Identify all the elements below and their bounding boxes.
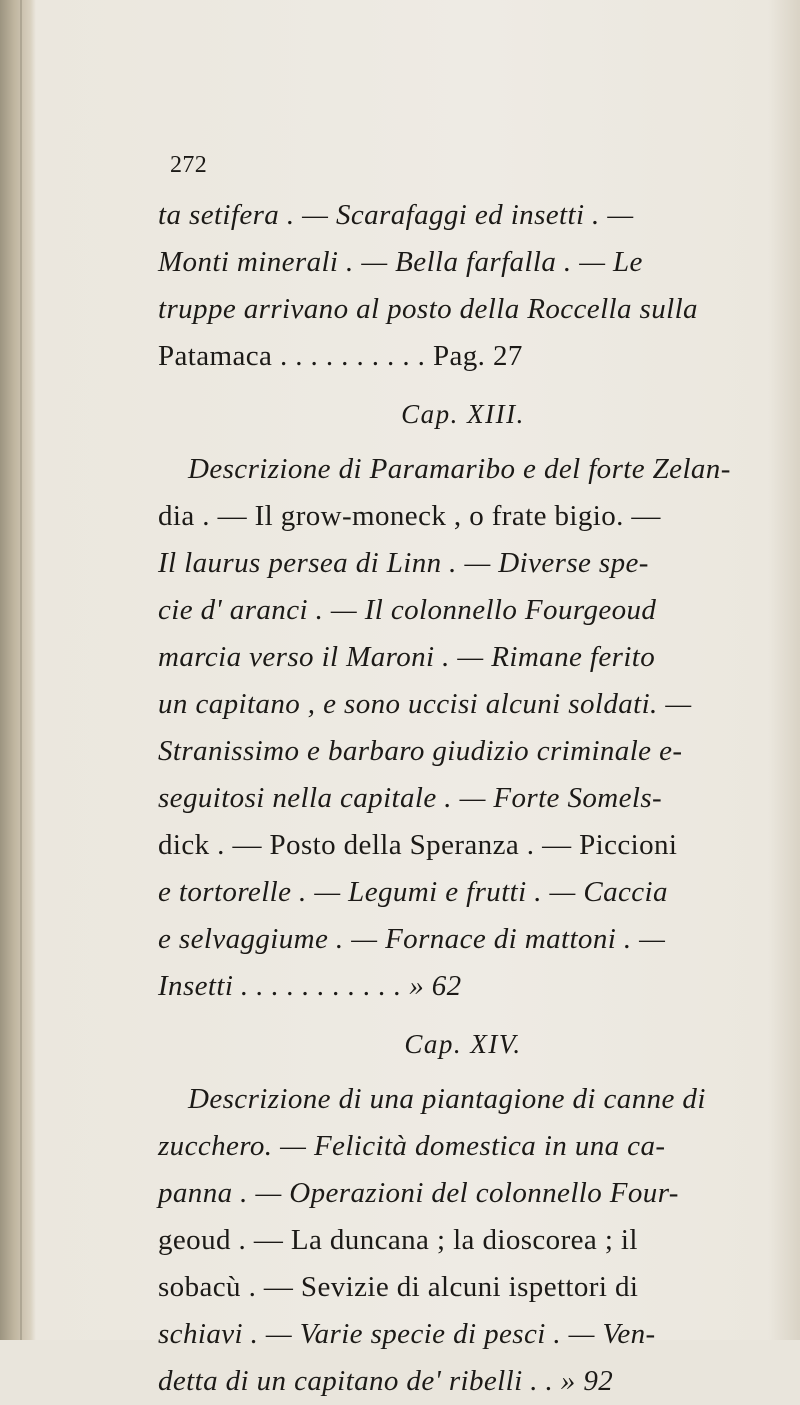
toc-line-text: Patamaca . . . . . . . . . . Pag. 27 [158,340,523,372]
toc-line: geoud . — La duncana ; la dioscorea ; il [158,1224,638,1256]
gutter-crease [20,0,22,1340]
toc-line-text: truppe arrivano al posto della Roccella sulla [158,293,698,325]
toc-line: cie d' aranci . — Il colonnello Fourgeoud [158,594,657,626]
toc-line: Insetti . . . . . . . . . . . » 62 [158,970,462,1002]
page-number: 272 [170,152,208,178]
chapter-heading: Cap. XIII. [401,399,525,429]
toc-line: Il laurus persea di Linn . — Diverse spe- [158,547,649,579]
toc-line: marcia verso il Maroni . — Rimane ferito [158,641,656,673]
toc-line: detta di un capitano de' ribelli . . » 92 [158,1365,614,1397]
toc-line: seguitosi nella capitale . — Forte Somels- [158,782,663,814]
toc-line: Descrizione di Paramaribo e del forte Zelan- [188,453,731,485]
binding-gutter [0,0,36,1340]
toc-line: un capitano , e sono uccisi alcuni soldati. — [158,688,692,720]
toc-line [158,333,768,380]
toc-line: schiavi . — Varie specie di pesci . — Ven- [158,1318,656,1350]
toc-line: zucchero. — Felicità domestica in una ca- [158,1130,666,1162]
toc-line [158,286,768,333]
toc-line [158,192,768,239]
toc-line: Stranissimo e barbaro giudizio criminale e- [158,735,683,767]
toc-line: Descrizione di una piantagione di canne di [188,1083,706,1115]
chapter-heading: Cap. XIV. [404,1029,522,1059]
toc-line: panna . — Operazioni del colonnello Four- [158,1177,679,1209]
toc-line-text: ta setifera . — Scarafaggi ed insetti . — [158,199,634,231]
toc-line-text: Monti minerali . — Bella farfalla . — Le [158,246,643,278]
toc-line: dick . — Posto della Speranza . — Piccioni [158,829,678,861]
toc-line [158,239,768,286]
table-of-contents [158,150,768,1405]
toc-line: dia . — Il grow-moneck , o frate bigio. — [158,500,661,532]
toc-line: e selvaggiume . — Fornace di mattoni . — [158,923,666,955]
toc-line: e tortorelle . — Legumi e frutti . — Caccia [158,876,668,908]
toc-line: sobacù . — Sevizie di alcuni ispettori di [158,1271,639,1303]
